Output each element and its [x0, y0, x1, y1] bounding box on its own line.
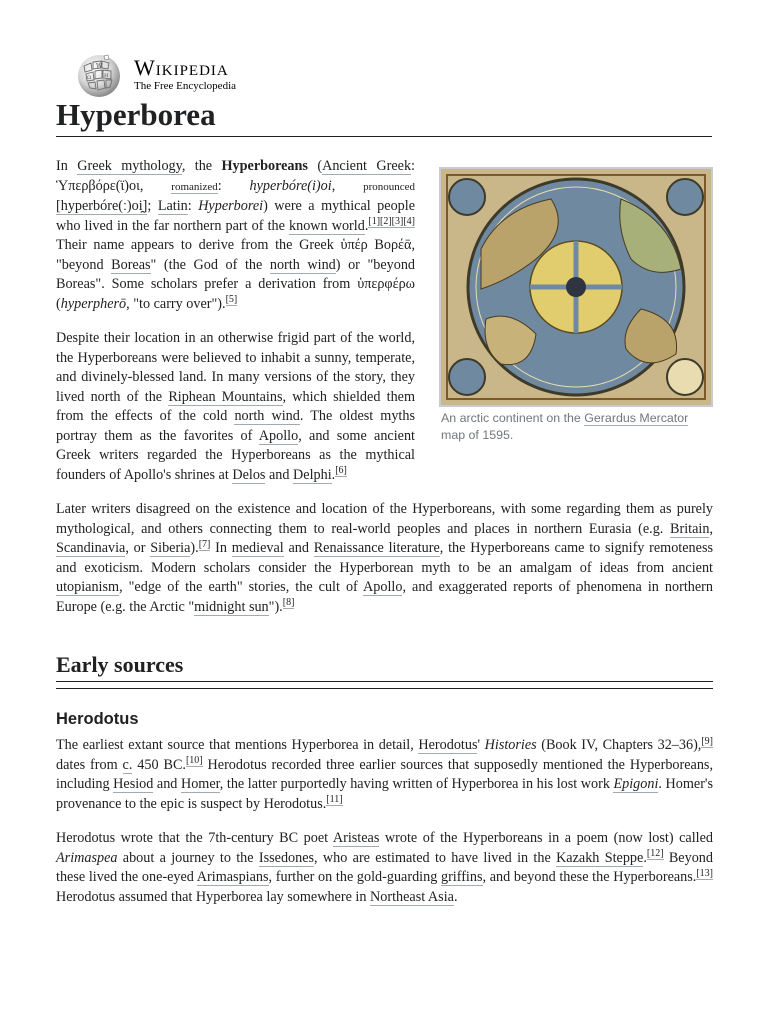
link-medieval[interactable]: medieval — [231, 540, 284, 556]
italic-translit: hyperbóre(i)oi — [249, 177, 332, 194]
link-issedones[interactable]: Issedones — [258, 849, 315, 866]
link-ipa[interactable]: [hyperbóre(ː)oi̯] — [56, 198, 148, 214]
text: , who are estimated to have lived in the — [314, 849, 557, 866]
text: Herodotus recorded three earlier sources that supposedly mentioned the Hyperboreans, including — [56, 756, 713, 792]
link-herodotus[interactable]: Herodotus — [418, 737, 478, 753]
citation-10[interactable]: [10] — [185, 755, 203, 766]
text: (Book IV, Chapters 32–36), — [536, 737, 702, 753]
text: , the Hyperboreans came to signify remoteness and exoticism. Modern scholars consider the Hyperborean myth to be an amalgam of ideas from ancient — [56, 540, 713, 576]
link-homer[interactable]: Homer — [180, 776, 220, 792]
link-north-wind[interactable]: north wind — [269, 256, 336, 273]
link-midnight-sun[interactable]: midnight sun — [194, 598, 269, 615]
text: Herodotus assumed that Hyperborea lay somewhere in — [56, 888, 371, 905]
link-apollo-2[interactable]: Apollo — [363, 579, 403, 595]
text: . The oldest myths portray them as the favorites of — [56, 408, 415, 444]
text: . — [364, 217, 369, 234]
wordmark[interactable] — [134, 56, 236, 93]
italic-arimaspea: Arimaspea — [56, 849, 118, 866]
link-arimaspians[interactable]: Arimaspians — [196, 869, 269, 885]
link-romanized[interactable]: romanized — [171, 180, 218, 193]
herodotus-paragraph-2 — [56, 829, 713, 907]
text: ( — [307, 158, 323, 174]
link-utopianism[interactable]: utopianism — [56, 579, 120, 595]
text: , and exaggerated reports of phenomena in northern Europe (e.g. the Arctic " — [56, 579, 713, 615]
text: , further on the gold-guarding — [268, 869, 441, 885]
text: , and some ancient Greek writers regarded the Hyperboreans as the mythical founders of Apollo's shrines at — [56, 427, 415, 483]
wikipedia-globe-logo-icon[interactable] — [74, 52, 126, 98]
italic-hyperborei: Hyperborei — [198, 198, 264, 214]
link-greek-mythology[interactable]: Greek mythology — [77, 158, 182, 174]
caption-suffix: map of 1595. — [441, 428, 514, 442]
text: . — [331, 466, 336, 483]
link-boreas[interactable]: Boreas — [111, 256, 151, 273]
text: In — [210, 540, 232, 556]
text: and — [265, 466, 294, 483]
text: In — [56, 158, 78, 174]
text: 450 BC. — [132, 756, 186, 773]
text: Despite their location in an otherwise frigid part of the world, the Hyperboreans were believed to inhabit a sunny, temperate, and divinely-blessed land. In many versions of the story, they lived north of the — [56, 330, 415, 405]
herodotus-paragraph-1 — [56, 736, 713, 814]
citation-6[interactable]: [6] — [335, 465, 347, 476]
link-northeast-asia[interactable]: Northeast Asia — [370, 888, 454, 905]
link-known-world[interactable]: known world — [289, 217, 365, 234]
citation-13[interactable]: [13] — [696, 867, 713, 879]
citation-7[interactable]: [7] — [198, 538, 211, 550]
text: , "to carry over"). — [126, 295, 226, 312]
text: Herodotus wrote that the 7th-century BC poet — [56, 830, 333, 846]
text: ' — [477, 737, 485, 753]
link-aristeas[interactable]: Aristeas — [332, 830, 380, 846]
citation-9[interactable]: [9] — [701, 735, 714, 747]
link-renaissance-literature[interactable]: Renaissance literature — [313, 540, 440, 556]
text: ) or "beyond Boreas". Some scholars prefer a derivation from ὑπερφέρω ( — [56, 256, 416, 312]
text: dates from — [56, 756, 123, 773]
subsection-heading-herodotus: Herodotus — [56, 710, 139, 728]
link-kazakh-steppe[interactable]: Kazakh Steppe — [556, 849, 644, 866]
link-gerardus-mercator[interactable]: Gerardus Mercator — [584, 411, 689, 425]
mercator-arctic-map-icon[interactable] — [441, 169, 711, 405]
italic-histories: Histories — [484, 737, 537, 753]
infobox-figure — [439, 167, 713, 444]
map-image[interactable] — [439, 167, 713, 407]
link-latin[interactable]: Latin — [157, 198, 188, 214]
text: " (the God of the — [150, 256, 270, 273]
link-delos[interactable]: Delos — [232, 466, 266, 483]
link-apollo[interactable]: Apollo — [258, 427, 299, 444]
wordmark-tagline: The Free Encyclopedia — [134, 80, 237, 92]
text: and — [283, 540, 314, 556]
italic-hyperphero: hyperpherō — [60, 295, 127, 312]
svg-text:W: W — [96, 63, 103, 70]
text: : — [187, 198, 199, 214]
text: , or — [125, 540, 151, 556]
link-circa[interactable]: c. — [122, 756, 133, 773]
text: , "edge of the earth" stories, the cult of — [119, 579, 364, 595]
text: . — [453, 888, 458, 905]
text: Their name appears to derive from the Greek ὑπέρ Βορέᾱ, "beyond — [56, 237, 415, 273]
citation-8[interactable]: [8] — [282, 597, 295, 608]
text: , which shielded them from the effects of the cold — [56, 388, 415, 424]
figure-caption — [439, 410, 713, 444]
citation-1-4[interactable]: [1][2][3][4] — [368, 216, 415, 227]
intro-paragraph-3 — [56, 500, 713, 617]
text: Beyond these lived the one-eyed — [56, 849, 713, 885]
text: The earliest extant source that mentions Hyperborea in detail, — [56, 737, 419, 753]
link-riphean-mountains[interactable]: Riphean Mountains — [168, 388, 283, 405]
text: , the latter purportedly having written of Hyperborea in his lost work — [219, 776, 614, 792]
link-north-wind-2[interactable]: north wind — [234, 408, 300, 424]
text: : Ὑπερβόρε(ϊ)οι, — [56, 158, 415, 194]
pronounced-label: pronounced — [363, 180, 415, 193]
text: : — [217, 177, 250, 194]
wordmark-name[interactable]: Wikipedia — [134, 55, 229, 80]
article-content — [56, 157, 713, 922]
link-siberia[interactable]: Siberia — [150, 540, 191, 556]
text: ; — [147, 198, 158, 214]
citation-5[interactable]: [5] — [225, 294, 238, 305]
caption-prefix: An arctic continent on the — [441, 411, 585, 425]
text: "). — [268, 598, 283, 615]
link-delphi[interactable]: Delphi — [293, 466, 332, 483]
text: ) were a mythical people who lived in the far northern part of the — [56, 198, 415, 234]
link-britain[interactable]: Britain — [670, 520, 710, 537]
text: . Homer's provenance to the epic is suspect by Herodotus. — [56, 776, 713, 812]
text: , — [709, 520, 713, 537]
svg-text:Ω: Ω — [87, 75, 92, 81]
citation-12[interactable]: [12] — [646, 848, 664, 859]
link-griffins[interactable]: griffins — [440, 869, 483, 885]
text: , and beyond these the Hyperboreans. — [482, 869, 697, 885]
text: and — [153, 776, 181, 792]
page-title: Hyperborea — [56, 96, 712, 137]
text: , the — [181, 158, 222, 174]
text: . — [643, 849, 647, 866]
text: wrote of the Hyperboreans in a poem (now lost) called — [379, 830, 713, 846]
link-hesiod[interactable]: Hesiod — [113, 776, 154, 792]
text: about a journey to the — [117, 849, 259, 866]
citation-11[interactable]: [11] — [326, 794, 343, 805]
text: Later writers disagreed on the existence and location of the Hyperboreans, with some regarding them as purely mythological, and others connecting them to real-world peoples and places in northern Eurasia (e.g. — [56, 501, 713, 537]
svg-text:И: И — [104, 73, 109, 79]
text: , — [331, 177, 364, 194]
link-epigoni[interactable]: Epigoni — [613, 776, 659, 792]
text: ). — [190, 540, 199, 556]
link-ancient-greek[interactable]: Ancient Greek — [322, 158, 412, 174]
bold-hyperboreans: Hyperboreans — [221, 158, 308, 174]
section-heading-early-sources: Early sources — [56, 652, 713, 682]
link-scandinavia[interactable]: Scandinavia — [56, 540, 126, 556]
